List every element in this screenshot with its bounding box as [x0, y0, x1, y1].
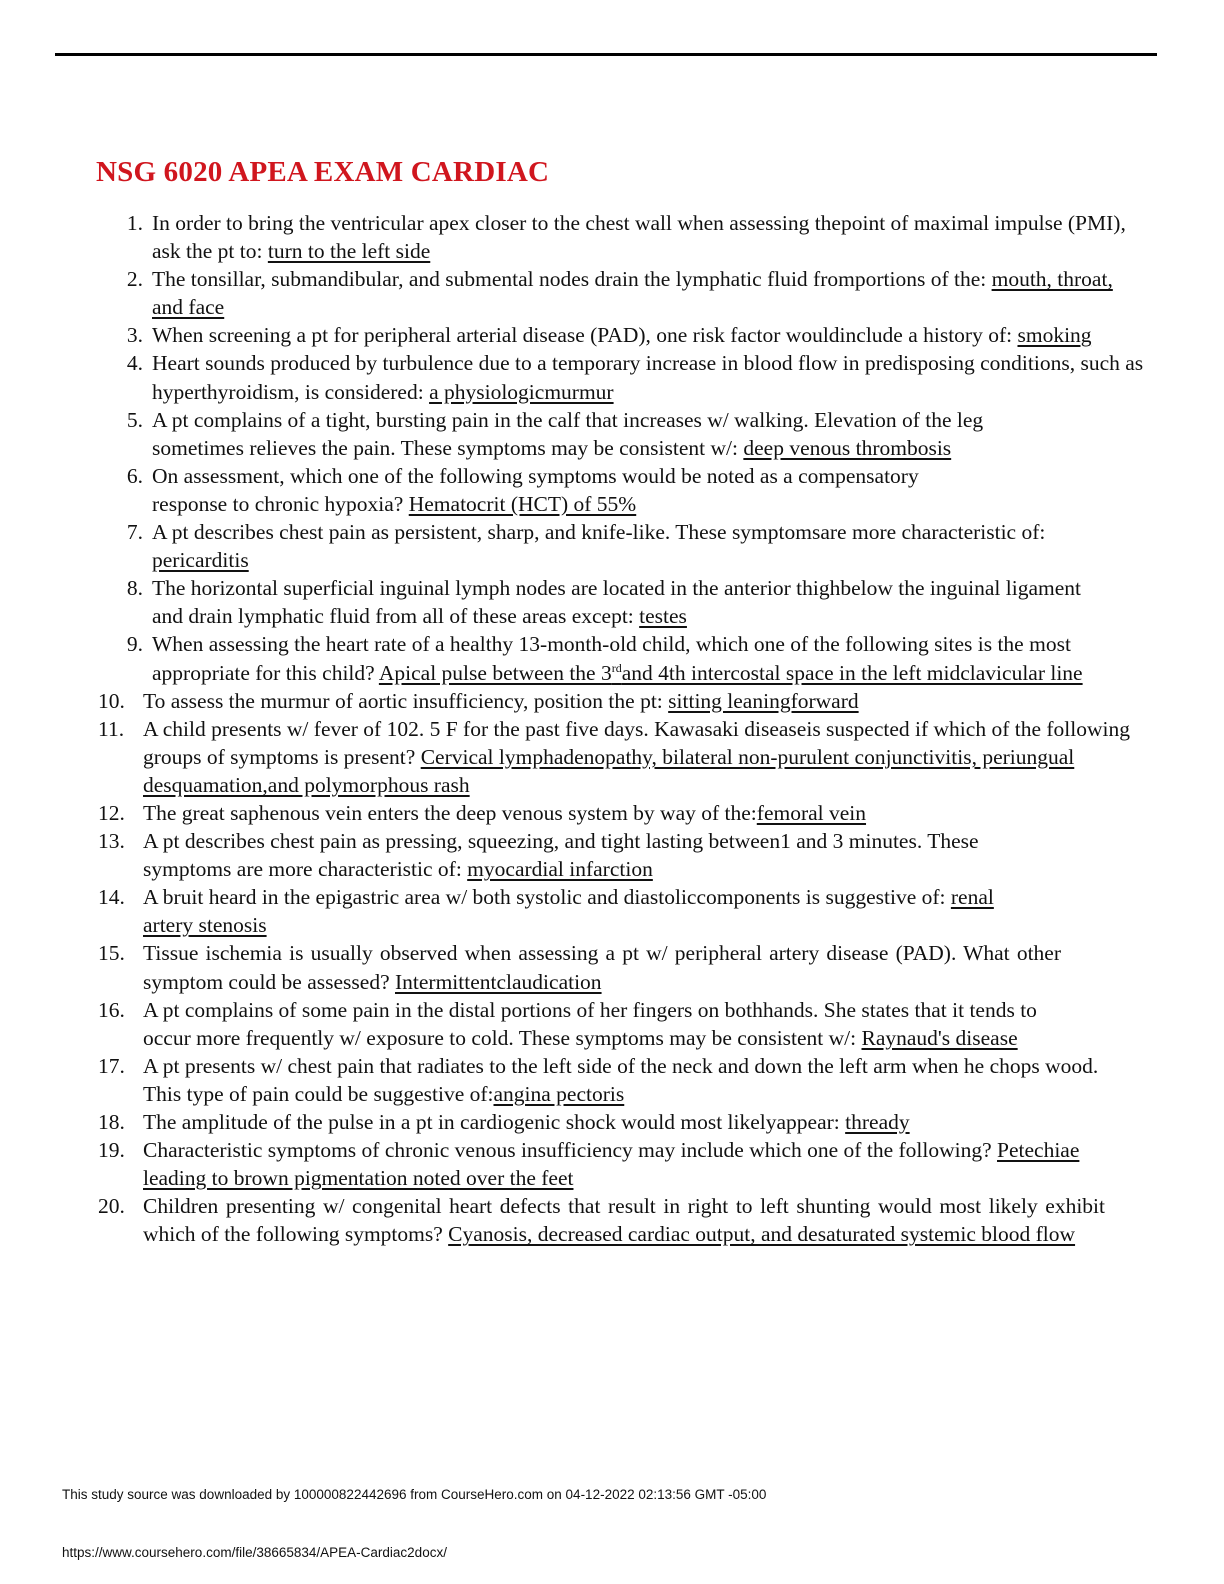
question-item	[98, 996, 1148, 1052]
question-number: 7.	[126, 520, 143, 545]
question-text: On assessment, which one of the following symptoms would be noted as a compensatory response to chronic hypoxia?	[152, 463, 919, 516]
answer-text: Petechiae leading to brown pigmentation noted over the feet	[143, 1138, 1080, 1191]
question-item	[98, 827, 1148, 883]
question-number: 9.	[126, 632, 143, 657]
question-number: 19.	[98, 1138, 125, 1163]
question-text: The amplitude of the pulse in a pt in cardiogenic shock would most likelyappear:	[143, 1110, 846, 1134]
question-item	[98, 574, 1148, 630]
question-text: A pt complains of some pain in the distal portions of her fingers on bothhands. She states that it tends to occur more frequently w/ exposure to cold. These symptoms may be consistent w/:	[143, 997, 1037, 1050]
question-number: 13.	[98, 829, 125, 854]
answer-prefix: Apical pulse between the 3	[378, 660, 612, 685]
question-text: Heart sounds produced by turbulence due to a temporary increase in blood flow in predisposing conditions, such as hyperthyroidism, is considered:	[152, 351, 1144, 404]
question-number: 5.	[126, 407, 143, 432]
question-item	[98, 939, 1148, 995]
question-item	[98, 1136, 1148, 1192]
question-text: The great saphenous vein enters the deep venous system by way of the:	[143, 800, 757, 825]
question-text: A pt presents w/ chest pain that radiates to the left side of the neck and down the left arm when he chops wood. This type of pain could be suggestive of:	[143, 1053, 1099, 1106]
question-number: 10.	[98, 688, 125, 713]
question-text: The horizontal superficial inguinal lymph nodes are located in the anterior thighbelow the inguinal ligament and drain lymphatic fluid from all of these areas except:	[152, 576, 1082, 629]
question-text: When screening a pt for peripheral arterial disease (PAD), one risk factor wouldinclude a history of:	[152, 323, 1018, 348]
question-text: Children presenting w/ congenital heart defects that result in right to left shunting would most likely exhibit which of the following symptoms?	[143, 1194, 1105, 1247]
source-url-link[interactable]: https://www.coursehero.com/file/38665834/APEA-Cardiac2docx/	[62, 1545, 447, 1560]
question-text: A bruit heard in the epigastric area w/ both systolic and diastoliccomponents is suggestive of:	[143, 885, 951, 910]
answer-text: femoral vein	[756, 800, 867, 825]
question-text: The tonsillar, submandibular, and submental nodes drain the lymphatic fluid fromportions of the:	[152, 267, 992, 292]
answer-text: Cervical lymphadenopathy, bilateral non-purulent conjunctivitis, periungual desquamation,and polymorphous rash	[143, 744, 1075, 797]
answer-text: Intermittentclaudication	[395, 969, 602, 994]
question-number: 18.	[98, 1110, 125, 1134]
answer-suffix: and 4th intercostal space in the left midclavicular line	[621, 660, 1083, 685]
ordinal-superscript: rd	[611, 660, 622, 675]
question-text: Characteristic symptoms of chronic venous insufficiency may include which one of the following?	[143, 1138, 998, 1163]
answer-text: myocardial infarction	[467, 857, 653, 882]
question-number: 17.	[98, 1053, 125, 1078]
top-divider	[55, 53, 1157, 56]
question-item	[98, 630, 1148, 686]
question-number: 14.	[98, 885, 125, 910]
question-text: A pt describes chest pain as persistent, sharp, and knife-like. These symptomsare more characteristic of:	[152, 520, 1046, 545]
question-number: 3.	[126, 323, 143, 348]
question-text: A pt complains of a tight, bursting pain in the calf that increases w/ walking. Elevation of the leg sometimes relieves the pain. These symptoms may be consistent w/:	[152, 407, 984, 460]
question-item	[98, 349, 1148, 405]
answer-text	[379, 661, 1083, 685]
answer-text: pericarditis	[152, 548, 249, 573]
question-text: A child presents w/ fever of 102. 5 F for the past five days. Kawasaki diseaseis suspected if which of the following groups of symptoms is present?	[143, 716, 1130, 769]
question-text: A pt describes chest pain as pressing, squeezing, and tight lasting between1 and 3 minutes. These symptoms are more characteristic of:	[143, 829, 979, 882]
answer-text: angina pectoris	[493, 1081, 625, 1106]
answer-text: a physiologicmurmur	[429, 379, 614, 404]
answer-text: renal artery stenosis	[143, 885, 994, 938]
question-list	[98, 209, 1148, 1248]
answer-text: turn to the left side	[267, 239, 431, 264]
question-text: In order to bring the ventricular apex closer to the chest wall when assessing thepoint of maximal impulse (PMI), ask the pt to:	[152, 211, 1126, 264]
answer-text: mouth, throat, and face	[152, 267, 1113, 320]
question-item	[98, 462, 1148, 518]
question-number: 2.	[126, 267, 143, 292]
answer-text: smoking	[1017, 323, 1092, 348]
question-item	[98, 883, 1148, 939]
question-number: 1.	[126, 211, 143, 235]
question-item	[98, 406, 1148, 462]
question-text: Tissue ischemia is usually observed when assessing a pt w/ peripheral artery disease (PAD). What other symptom could be assessed?	[143, 941, 1061, 994]
answer-text: sitting leaningforward	[668, 688, 859, 713]
question-number: 11.	[98, 716, 125, 741]
question-number: 16.	[98, 997, 125, 1022]
question-item	[98, 518, 1148, 574]
question-number: 4.	[126, 351, 143, 376]
question-item	[98, 1192, 1148, 1248]
question-number: 8.	[126, 576, 143, 601]
answer-text: thready	[845, 1110, 910, 1134]
question-text: When assessing the heart rate of a healthy 13-month-old child, which one of the following sites is the most appropriate for this child?	[152, 632, 1071, 685]
answer-text: testes	[639, 604, 687, 629]
answer-text: Cyanosis, decreased cardiac output, and desaturated systemic blood flow	[448, 1222, 1076, 1247]
question-item	[98, 799, 1148, 827]
question-item	[98, 715, 1148, 799]
question-number: 12.	[98, 800, 125, 825]
download-notice: This study source was downloaded by 100000822442696 from CourseHero.com on 04-12-2022 02:13:56 GMT -05:00	[62, 1487, 767, 1502]
question-item	[98, 321, 1148, 349]
question-text: To assess the murmur of aortic insufficiency, position the pt:	[143, 688, 669, 713]
answer-text: Hematocrit (HCT) of 55%	[408, 491, 637, 516]
question-item	[98, 1052, 1148, 1108]
page-title: NSG 6020 APEA EXAM CARDIAC	[96, 156, 550, 188]
question-number: 15.	[98, 941, 125, 966]
question-item	[98, 1108, 1148, 1136]
question-number: 6.	[126, 463, 143, 488]
answer-text: Raynaud's disease	[861, 1025, 1018, 1050]
question-item	[98, 687, 1148, 715]
answer-text: deep venous thrombosis	[743, 435, 952, 460]
question-item	[98, 265, 1148, 321]
question-number: 20.	[98, 1194, 125, 1219]
question-item	[98, 209, 1148, 265]
